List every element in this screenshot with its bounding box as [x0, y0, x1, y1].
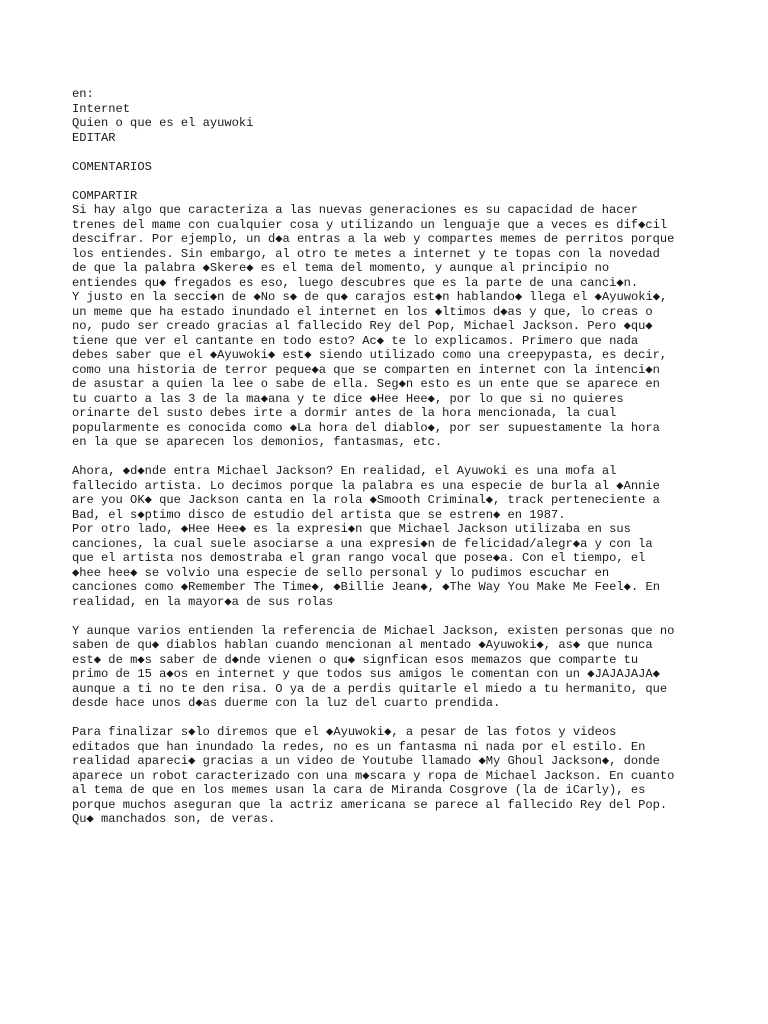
paragraph-line: los entiendes. Sin embargo, al otro te metes a internet y te topas con la novedad [72, 246, 660, 261]
paragraph-spacer [72, 711, 712, 726]
paragraph-line: est◆ de m◆s saber de d◆nde vienen o qu◆ signfican esos memazos que comparte tu [72, 652, 639, 667]
document-page [72, 87, 712, 827]
paragraph-line: tiene que ver el cantante en todo esto? Ac◆ te lo explicamos. Primero que nada [72, 333, 639, 348]
spacer [72, 174, 712, 189]
paragraph-line: trenes del mame con cualquier cosa y utilizando un lenguaje que a veces es dif◆cil [72, 217, 668, 232]
paragraph [72, 464, 712, 609]
paragraph [72, 624, 712, 711]
spacer [72, 145, 712, 160]
paragraph-line: Ahora, ◆d◆nde entra Michael Jackson? En realidad, el Ayuwoki es una mofa al [72, 464, 617, 478]
paragraph-line: no, pudo ser creado gracias al fallecido Rey del Pop, Michael Jackson. Pero ◆qu◆ [72, 319, 653, 333]
edit-link[interactable]: EDITAR [72, 130, 116, 145]
paragraph-line: al tema de que en los memes usan la cara de Miranda Cosgrove (la de iCarly), es [72, 783, 646, 797]
paragraph-line: porque muchos aseguran que la actriz americana se parece al fallecido Rey del Pop. [72, 797, 668, 812]
paragraph-line: desde hace unos d◆as duerme con la luz del cuarto prendida. [72, 696, 501, 710]
paragraph-line: realidad apareci◆ gracias a un video de Youtube llamado ◆My Ghoul Jackson◆, donde [72, 754, 660, 768]
paragraph-line: un meme que ha estado inundado el internet en los ◆ltimos d◆as y que, lo creas o [72, 304, 653, 319]
paragraph-line: Bad, el s◆ptimo disco de estudio del artista que se estren◆ en 1987. [72, 507, 566, 522]
paragraph-line: fallecido artista. Lo decimos porque la palabra es una especie de burla al ◆Annie [72, 478, 660, 493]
paragraph-line: Y justo en la secci◆n de ◆No s◆ de qu◆ carajos est◆n hablando◆ llega el ◆Ayuwoki◆, [72, 290, 668, 304]
paragraph-line: debes saber que el ◆Ayuwoki◆ est◆ siendo utilizado como una creepypasta, es decir, [72, 348, 668, 362]
paragraph-line: orinarte del susto debes irte a dormir antes de la hora mencionada, la cual [72, 406, 617, 420]
paragraph-line: aparece un robot caracterizado con una m◆scara y ropa de Michael Jackson. En cuanto [72, 768, 675, 783]
paragraph-line: entiendes qu◆ fregados es eso, luego descubres que es la parte de una canci◆n. [72, 275, 639, 290]
paragraph [72, 203, 712, 450]
comments-link[interactable]: COMENTARIOS [72, 159, 152, 174]
paragraph-spacer [72, 450, 712, 465]
paragraph-line: Si hay algo que caracteriza a las nuevas generaciones es su capacidad de hacer [72, 203, 639, 217]
paragraph-line: Qu◆ manchados son, de veras. [72, 812, 276, 826]
paragraph-line: Y aunque varios entienden la referencia de Michael Jackson, existen personas que no [72, 623, 675, 638]
paragraph-line: are you OK◆ que Jackson canta en la rola ◆Smooth Criminal◆, track perteneciente a [72, 493, 660, 507]
header-line: en: [72, 87, 94, 101]
paragraph-spacer [72, 609, 712, 624]
paragraph-line: primo de 15 a◆os en internet y que todos sus amigos le comentan con un ◆JAJAJAJA◆ [72, 667, 660, 681]
paragraph-line: como una historia de terror peque◆a que se comparten en internet con la intenci◆n [72, 362, 660, 377]
header-block [72, 87, 712, 145]
paragraph-line: descifrar. Por ejemplo, un d◆a entras a la web y compartes memes de perritos porque [72, 232, 675, 246]
article-body [72, 203, 712, 827]
paragraph-line: canciones como ◆Remember The Time◆, ◆Billie Jean◆, ◆The Way You Make Me Feel◆. En [72, 580, 660, 594]
paragraph-line: Para finalizar s◆lo diremos que el ◆Ayuwoki◆, a pesar de las fotos y videos [72, 725, 617, 739]
paragraph-line: canciones, la cual suele asociarse a una expresi◆n de felicidad/alegr◆a y con la [72, 536, 653, 551]
paragraph-line: en la que se aparecen los demonios, fantasmas, etc. [72, 435, 443, 449]
paragraph-line: aunque a ti no te den risa. O ya de a perdis quitarle el miedo a tu hermanito, que [72, 681, 668, 696]
paragraph-line: tu cuarto a las 3 de la ma◆ana y te dice ◆Hee Hee◆, por lo que si no quieres [72, 391, 624, 406]
paragraph-line: que el artista nos demostraba el gran rango vocal que pose◆a. Con el tiempo, el [72, 551, 646, 565]
category-link[interactable]: Internet [72, 101, 131, 116]
paragraph-line: Por otro lado, ◆Hee Hee◆ es la expresi◆n que Michael Jackson utilizaba en sus [72, 522, 631, 536]
paragraph-line: editados que han inundado la redes, no es un fantasma ni nada por el estilo. En [72, 739, 646, 754]
paragraph [72, 725, 712, 827]
paragraph-line: de asustar a quien la lee o sabe de ella. Seg◆n esto es un ente que se aparece en [72, 377, 660, 391]
share-link[interactable]: COMPARTIR [72, 188, 138, 203]
paragraph-line: de que la palabra ◆Skere◆ es el tema del momento, y aunque al principio no [72, 261, 610, 275]
paragraph-line: ◆hee hee◆ se volvio una especie de sello personal y lo pudimos escuchar en [72, 565, 610, 580]
paragraph-line: realidad, en la mayor◆a de sus rolas [72, 594, 334, 609]
paragraph-line: saben de qu◆ diablos hablan cuando mencionan al mentado ◆Ayuwoki◆, as◆ que nunca [72, 638, 653, 652]
article-title: Quien o que es el ayuwoki [72, 116, 254, 130]
paragraph-line: popularmente es conocida como ◆La hora del diablo◆, por ser supuestamente la hora [72, 420, 660, 435]
